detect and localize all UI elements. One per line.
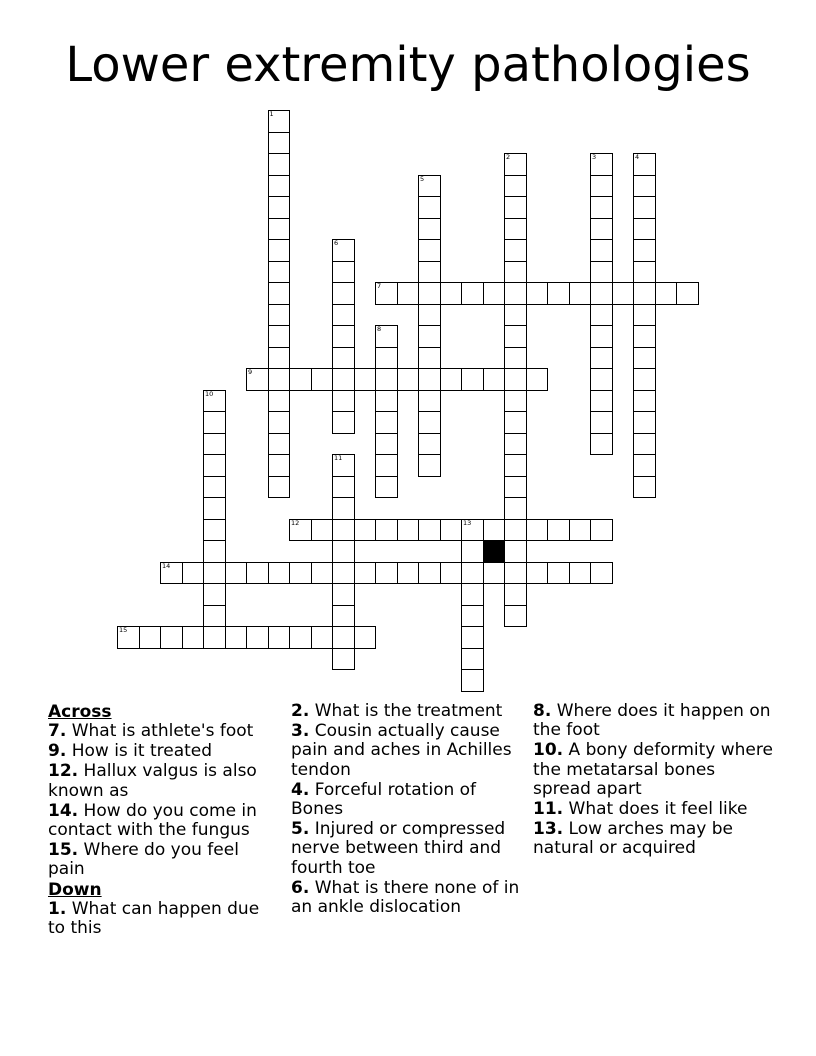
grid-cell[interactable] [203,540,226,563]
grid-cell[interactable] [268,476,291,499]
grid-cell[interactable] [397,282,420,305]
down-heading: Down [48,879,102,900]
grid-cell[interactable] [590,175,613,198]
grid-cell[interactable] [311,562,334,585]
grid-cell[interactable] [332,304,355,327]
grid-cell[interactable] [633,411,656,434]
grid-cell[interactable] [547,519,570,542]
grid-cell[interactable] [440,519,463,542]
grid-cell[interactable] [569,282,592,305]
grid-cell[interactable] [504,583,527,606]
grid-cell[interactable] [246,562,269,585]
grid-cell[interactable] [504,196,527,219]
grid-cell[interactable] [375,519,398,542]
grid-cell[interactable] [160,626,183,649]
grid-cell[interactable] [504,218,527,241]
grid-cell[interactable] [332,648,355,671]
grid-cell[interactable] [504,368,527,391]
cell-number: 8 [377,325,382,333]
grid-cell[interactable] [160,562,183,585]
grid-cell[interactable] [526,562,549,585]
grid-cell[interactable] [117,626,140,649]
grid-cell[interactable] [203,411,226,434]
grid-cell[interactable] [375,282,398,305]
clue-across-15: 15. Where do you feel pain [48,839,239,880]
grid-cell[interactable] [139,626,162,649]
grid-cell[interactable] [633,433,656,456]
grid-cell[interactable] [418,239,441,262]
grid-cell[interactable] [225,562,248,585]
grid-cell[interactable] [418,562,441,585]
grid-cell[interactable] [332,583,355,606]
grid-cell[interactable] [203,519,226,542]
clue-down-5: 5. Injured or compressed nerve between third and fourth toe [291,818,506,878]
clue-down-8: 8. Where does it happen on the foot [533,701,771,741]
grid-cell[interactable] [504,175,527,198]
grid-cell[interactable] [461,605,484,628]
grid-cell[interactable] [332,519,355,542]
grid-cell[interactable] [612,282,635,305]
grid-cell[interactable] [375,411,398,434]
grid-cell[interactable] [633,347,656,370]
grid-cell[interactable] [633,239,656,262]
grid-cell[interactable] [397,368,420,391]
grid-cell[interactable] [590,239,613,262]
grid-cell[interactable] [633,476,656,499]
cell-number: 9 [248,368,253,376]
grid-cell[interactable] [418,433,441,456]
grid-cell[interactable] [461,540,484,563]
grid-cell[interactable] [633,304,656,327]
grid-cell[interactable] [268,110,291,133]
grid-cell[interactable] [354,626,377,649]
grid-cell[interactable] [633,368,656,391]
grid-cell[interactable] [569,562,592,585]
grid-cell[interactable] [354,562,377,585]
grid-cell[interactable] [590,196,613,219]
grid-cell[interactable] [633,261,656,284]
grid-cell[interactable] [332,261,355,284]
grid-cell[interactable] [418,325,441,348]
grid-cell[interactable] [504,562,527,585]
grid-cell[interactable] [268,218,291,241]
grid-cell[interactable] [418,411,441,434]
grid-cell[interactable] [268,196,291,219]
clue-down-2: 2. What is the treatment [291,701,503,721]
grid-cell[interactable] [590,325,613,348]
grid-cell[interactable] [418,368,441,391]
grid-cell[interactable] [547,282,570,305]
cell-number: 11 [334,454,343,462]
grid-cell[interactable] [203,454,226,477]
cell-number: 14 [162,561,171,570]
grid-cell[interactable] [504,282,527,305]
grid-cell[interactable] [418,347,441,370]
grid-cell[interactable] [397,562,420,585]
grid-cell[interactable] [268,282,291,305]
grid-cell[interactable] [246,626,269,649]
grid-cell[interactable] [311,626,334,649]
grid-cell[interactable] [633,390,656,413]
grid-cell[interactable] [504,325,527,348]
grid-cell[interactable] [461,519,484,542]
grid-cell[interactable] [375,368,398,391]
grid-cell[interactable] [203,390,226,413]
grid-cell[interactable] [590,390,613,413]
grid-cell[interactable] [268,390,291,413]
cell-number: 3 [592,153,597,161]
grid-cell[interactable] [526,368,549,391]
grid-cell[interactable] [268,368,291,391]
grid-cell[interactable] [418,196,441,219]
grid-cell[interactable] [225,626,248,649]
grid-cell[interactable] [268,239,291,262]
grid-cell[interactable] [311,519,334,542]
grid-cell[interactable] [504,519,527,542]
cell-number: 4 [635,153,640,161]
clue-down-13: 13. Low arches may be natural or acquired [533,818,733,859]
cell-number: 13 [463,518,472,527]
grid-cell[interactable] [268,626,291,649]
grid-cell[interactable] [440,562,463,585]
grid-cell[interactable] [246,368,269,391]
grid-cell[interactable] [375,390,398,413]
grid-cell[interactable] [268,304,291,327]
grid-cell[interactable] [268,132,291,155]
grid-cell[interactable] [332,325,355,348]
grid-cell[interactable] [268,411,291,434]
grid-cell[interactable] [332,390,355,413]
grid-cell[interactable] [332,605,355,628]
grid-cell[interactable] [483,562,506,585]
grid-cell[interactable] [203,476,226,499]
grid-cell[interactable] [203,497,226,520]
across-heading: Across [48,702,112,722]
grid-cell[interactable] [332,282,355,305]
clue-down-1: 1. What can happen due to this [48,899,260,939]
clue-down-4: 4. Forceful rotation of Bones [291,779,477,820]
grid-cell[interactable] [332,626,355,649]
clue-down-6: 6. What is there none of in an ankle dislocation [291,877,520,918]
grid-cell[interactable] [526,282,549,305]
grid-cell[interactable] [504,261,527,284]
grid-cell[interactable] [203,562,226,585]
grid-cell[interactable] [203,626,226,649]
clue-down-10: 10. A bony deformity where the metatarsal bones spread apart [533,740,773,800]
grid-cell[interactable] [504,476,527,499]
clue-across-7: 7. What is athlete's foot [48,721,254,742]
grid-cell[interactable] [633,282,656,305]
grid-cell[interactable] [182,626,205,649]
grid-cell[interactable] [504,411,527,434]
grid-cell[interactable] [268,562,291,585]
grid-cell[interactable] [332,497,355,520]
grid-cell[interactable] [203,583,226,606]
grid-cell[interactable] [418,519,441,542]
grid-cell[interactable] [418,218,441,241]
grid-cell[interactable] [418,175,441,198]
grid-cell[interactable] [504,239,527,262]
cell-number: 5 [420,174,425,183]
cell-number: 6 [334,239,339,247]
grid-cell[interactable] [268,347,291,370]
grid-cell[interactable] [203,433,226,456]
grid-cell[interactable] [504,540,527,563]
grid-cell[interactable] [375,562,398,585]
grid-cell[interactable] [483,368,506,391]
grid-cell[interactable] [461,669,484,692]
grid-cell[interactable] [203,605,226,628]
grid-cell[interactable] [311,368,334,391]
grid-cell[interactable] [289,368,312,391]
grid-cell[interactable] [569,519,592,542]
grid-cell[interactable] [418,261,441,284]
cell-number: 2 [506,153,511,161]
grid-cell[interactable] [375,433,398,456]
grid-cell[interactable] [504,433,527,456]
grid-cell[interactable] [461,562,484,585]
clue-across-12: 12. Hallux valgus is also known as [48,761,257,801]
clue-down-3: 3. Cousin actually cause pain and aches in Achilles tendon [291,720,512,780]
clue-column-2 [291,702,523,918]
cell-number: 10 [205,389,214,398]
grid-cell[interactable] [655,282,678,305]
cell-number: 12 [291,518,300,527]
grid-cell[interactable] [504,153,527,176]
grid-cell[interactable] [461,368,484,391]
grid-cell[interactable] [461,626,484,649]
clue-column-3 [533,702,773,859]
grid-cell[interactable] [590,433,613,456]
grid-cell[interactable] [332,368,355,391]
grid-cell[interactable] [461,583,484,606]
grid-cell[interactable] [182,562,205,585]
clue-across-9: 9. How is it treated [48,741,213,762]
grid-cell[interactable] [268,175,291,198]
grid-cell[interactable] [633,454,656,477]
grid-cell[interactable] [590,261,613,284]
grid-cell[interactable] [332,411,355,434]
grid-cell[interactable] [633,196,656,219]
grid-cell[interactable] [590,153,613,176]
clue-column-1 [48,702,278,939]
grid-cell[interactable] [633,153,656,176]
grid-cell[interactable] [375,454,398,477]
cell-number: 15 [119,626,128,634]
grid-cell[interactable] [440,282,463,305]
grid-cell[interactable] [590,368,613,391]
grid-cell[interactable] [590,304,613,327]
grid-cell[interactable] [590,562,613,585]
grid-cell[interactable] [268,261,291,284]
grid-cell[interactable] [268,454,291,477]
grid-cell[interactable] [590,519,613,542]
grid-cell[interactable] [504,497,527,520]
grid-cell[interactable] [504,605,527,628]
grid-cell[interactable] [461,282,484,305]
grid-cell[interactable] [440,368,463,391]
grid-cell[interactable] [418,282,441,305]
clue-across-14: 14. How do you come in contact with the fungus [48,800,257,840]
grid-cell[interactable] [397,519,420,542]
grid-cell[interactable] [504,304,527,327]
grid-cell[interactable] [332,476,355,499]
grid-cell[interactable] [504,454,527,477]
grid-cell[interactable] [590,218,613,241]
grid-cell[interactable] [633,218,656,241]
grid-cell[interactable] [461,648,484,671]
grid-cell[interactable] [418,304,441,327]
clue-down-11: 11. What does it feel like [533,799,748,820]
grid-cell[interactable] [332,347,355,370]
grid-cell[interactable] [354,368,377,391]
grid-cell[interactable] [633,325,656,348]
grid-cell[interactable] [332,239,355,262]
grid-cell[interactable] [547,562,570,585]
grid-cell[interactable] [289,626,312,649]
grid-cell[interactable] [418,454,441,477]
grid-cell[interactable] [289,519,312,542]
grid-cell[interactable] [268,433,291,456]
grid-cell[interactable] [289,562,312,585]
grid-cell[interactable] [590,347,613,370]
grid-cell[interactable] [332,540,355,563]
grid-cell[interactable] [375,347,398,370]
grid-cell[interactable] [526,519,549,542]
grid-cell[interactable] [676,282,699,305]
grid-cell[interactable] [354,519,377,542]
grid-cell[interactable] [332,562,355,585]
grid-cell[interactable] [590,282,613,305]
grid-cell[interactable] [483,282,506,305]
grid-cell[interactable] [268,325,291,348]
grid-cell[interactable] [375,325,398,348]
grid-cell[interactable] [375,476,398,499]
grid-cell[interactable] [483,519,506,542]
black-cell [483,540,506,563]
grid-cell[interactable] [268,153,291,176]
cell-number: 7 [377,282,382,290]
cell-number: 1 [269,110,274,118]
grid-cell[interactable] [332,454,355,477]
puzzle-title: Lower extremity pathologies [65,37,751,93]
grid-cell[interactable] [504,390,527,413]
grid-cell[interactable] [590,411,613,434]
grid-cell[interactable] [504,347,527,370]
grid-cell[interactable] [418,390,441,413]
grid-cell[interactable] [633,175,656,198]
